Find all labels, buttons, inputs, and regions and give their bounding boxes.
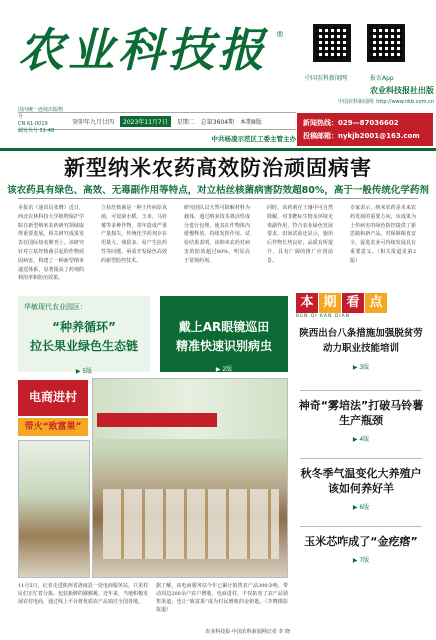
divider (300, 458, 422, 459)
highlight-story[interactable] (296, 326, 426, 371)
lead-column: 本报讯（通讯员张晓）近日，西北农林科技大学植物保护学院在新型纳米农药研究领域取得重要进展，相关研究成果发表在国际知名期刊上。该研究针对立枯丝核菌引起的作物顽固病害，构建了一种新型纳米递送体系，显著提高了药剂的利用率和防治效果。 (18, 205, 84, 282)
contact-box (297, 113, 433, 146)
news-photo-small (18, 440, 90, 578)
lead-headline[interactable]: 新型纳米农药高效防治顽固病害 (64, 156, 372, 180)
story-title: 玉米芯咋成了“金疙瘩” (304, 535, 418, 548)
highlight-story[interactable] (296, 534, 426, 564)
photo-credit: 农业科技报·中国农科新闻网记者 李 晓 (205, 629, 290, 635)
qr-code-app[interactable] (367, 24, 405, 62)
highlight-story[interactable] (296, 398, 426, 443)
issue-info-bar (18, 107, 296, 134)
divider (300, 390, 422, 391)
qr2-caption: 报农App (370, 75, 394, 82)
masthead-divider (0, 148, 436, 151)
photo-caption: 11月5日，记者走进陕西省洛南县一处电商服务站，只见村民们正忙着分拣、包装新鲜的猕猴桃。近年来，当地积极发展农村电商，通过线上平台将优质农产品销往全国各地。 (18, 583, 148, 605)
sponsor: 中共杨凌示范区工委主管主办 (211, 135, 296, 143)
feature-title: 精准快速识别病虫 (175, 339, 272, 353)
story-title: 神奇“雾培法”打破马铃薯生产瓶颈 (298, 399, 424, 427)
feature-title: “种养循环” (52, 320, 116, 334)
newspaper-logo: 农业科技报 (18, 23, 268, 77)
photo-story-subtitle: 带火“致富果” (18, 418, 88, 436)
lead-column: 同时，该药剂在土壤中可自然降解，对非靶标生物及环境无毒副作用，符合农业绿色发展要求。田间试验还显示，施用后作物长势良好，品质有所提升，具有广阔的推广应用前景。 (267, 205, 333, 264)
page-count: 本期8版 (240, 118, 262, 126)
story-title: 秋冬季气温变化大养殖户该如何养好羊 (300, 467, 422, 495)
lunar-date: 癸卯年九月廿四 (72, 118, 115, 126)
lead-divider (18, 198, 418, 199)
feature-title: 戴上AR眼镜巡田 (178, 320, 270, 334)
feature-title: 拉长果业绿色生态链 (29, 339, 138, 353)
page-ref: ▶ 3版 (352, 364, 370, 371)
page-ref: ▶ 2版 (215, 366, 233, 373)
weekday: 星期二 (176, 118, 195, 126)
registered-mark: ® (276, 30, 284, 39)
publisher-name: 农业科技报社出版 (370, 86, 434, 95)
highlights-pinyin: BEN QI KAN DIAN (296, 314, 351, 319)
highlights-tag: 本 期 看 点 (296, 293, 387, 313)
news-photo-main (92, 378, 288, 578)
publication-codes: 国内统一连续出版物号 CN 61-0019 邮发代号 51-48 (18, 107, 64, 134)
photo-story-title[interactable]: 电商进村 (18, 380, 88, 416)
qr-code-news-site[interactable] (313, 24, 351, 62)
page-ref: ▶ 6版 (352, 504, 370, 511)
submission-email[interactable]: 投稿邮箱：nykjb2001@163.com (303, 132, 420, 140)
publisher-info (296, 85, 434, 105)
story-title: 陕西出台八条措施加强脱贫劳动力职业技能培训 (299, 328, 423, 354)
publisher-url[interactable]: 中国农科新闻网: http://www.nkb.com.cn (337, 99, 434, 105)
photo-caption: 据了解，该电商服务站今年已累计销售农产品300余吨，带动周边200余户农户增收。电商进村，不仅拓宽了农产品销售渠道，也让“致富果”成为村民增收的金钥匙。（李晓摄影报道） (156, 583, 288, 613)
feature-circular-farming[interactable] (18, 296, 150, 375)
lead-column: 研究团队以天然可降解材料为载体，通过纳米技术将活性成分进行包埋，使其在作物体内缓慢释放、持续发挥作用。试验结果表明，该纳米农药对病害的防效超过80%，明显高于常规药剂。 (184, 205, 250, 264)
divider (300, 526, 422, 527)
lead-column: 立枯丝核菌是一种土传病原真菌，可侵染水稻、玉米、马铃薯等多种作物，常年造成严重产量损失。传统化学药剂存在用量大、残留多、易产生抗药性等问题，亟需开发绿色高效的新型防控技术。 (101, 205, 167, 264)
issue-date: 2023年11月7日 (120, 116, 171, 127)
lead-subhead: 该农药具有绿色、高效、无毒副作用等特点，对立枯丝核菌病害防效超80%，高于一般传统化学药剂 (7, 185, 429, 196)
feature-kicker: 华敏现代农业园区： (24, 303, 87, 311)
qr1-caption: 中国农科新闻网 (305, 75, 348, 82)
page-ref: ▶ 7版 (352, 557, 370, 564)
page-ref: ▶ 4版 (352, 436, 370, 443)
total-issue: 总第3604期 (200, 118, 235, 126)
feature-ar-glasses[interactable] (160, 296, 288, 372)
lead-column: 专家表示，纳米农药是未来农药发展的重要方向，该成果为土传病害的绿色防控提供了新思路和新产品，对保障粮食安全、促进农业可持续发展具有重要意义。（相关报道见第2版） (350, 205, 416, 264)
page-ref: ▶ 5版 (75, 368, 93, 375)
highlight-story[interactable] (296, 466, 426, 511)
news-hotline: 新闻热线：029—87036602 (303, 119, 399, 127)
